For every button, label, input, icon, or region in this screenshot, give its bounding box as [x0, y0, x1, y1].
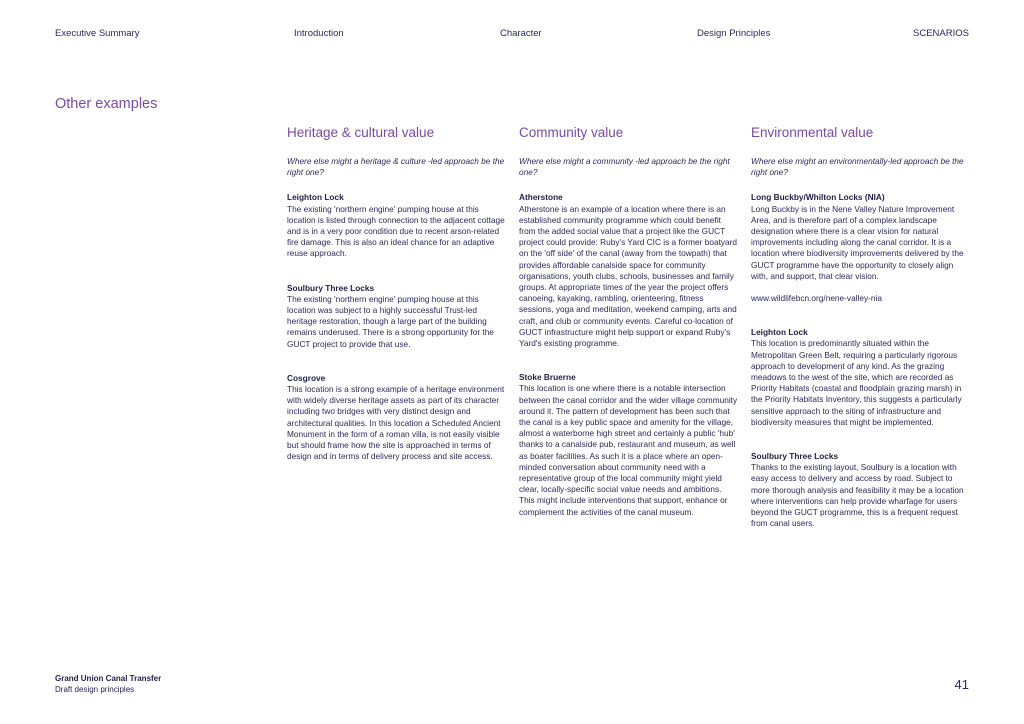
column-heading: Community value [519, 125, 624, 140]
example-entry [287, 192, 507, 259]
example-entry [751, 327, 971, 428]
footer-project-title: Grand Union Canal Transfer [55, 674, 162, 683]
example-entry [519, 372, 739, 518]
column-intro: Where else might a heritage & culture -led approach be the right one? [287, 156, 505, 178]
community-column [519, 124, 739, 541]
column-intro: Where else might an environmentally-led approach be the right one? [751, 156, 964, 178]
document-footer [55, 674, 161, 695]
example-entry [287, 373, 507, 463]
nav-character[interactable]: Character [500, 28, 542, 39]
nav-introduction[interactable]: Introduction [294, 28, 344, 39]
example-entry [751, 451, 971, 529]
entry-body: The existing 'northern engine' pumping house at this location was subject to a highly successful Trust-led heritage restoration, though a large part of the building remains underused. There is a strong opportunity for the GUCT project to provide that use. [287, 293, 494, 349]
entry-body: Thanks to the existing layout, Soulbury is a location with easy access to delivery and access by road. Subject to more thorough analysis and feasibility it may be a location where interventions can help provide wharfage for users beyond the GUCT programme, this is a frequent request from canal users. [751, 462, 964, 529]
section-title: Other examples [55, 96, 158, 112]
entry-title: Leighton Lock [751, 327, 808, 338]
page-number: 41 [954, 677, 969, 692]
column-intro: Where else might a community -led approach be the right one? [519, 156, 730, 178]
entry-body: This location is one where there is a notable intersection between the canal corridor and the wider village community around it. The pattern of development has been such that the canal is a key public space and amenity for the village, almost a waterborne high street and certainly a public 'hub' thanks to a canalside pub, restaurant and museum, as well as boater facilities. As such it is a place where an open-minded conversation about community need with a representative group of the local community might yield clear, locally-specific social value needs and ambitions. This might include interventions that support, enhance or complement the activities of the canal museum. [519, 383, 738, 517]
entry-body: Atherstone is an example of a location where there is an established community programme which could benefit from the added social value that a project like the GUCT project could provide: Ruby's Yard CIC is a former boatyard on the 'off side' of the canal (away from the towpath) that provides affordable canalside space for community organisations, youth clubs, schools, businesses and family groups. At appropriate times of the year the project offers canoeing, kayaking, rambling, orienteering, fitness sessions, yoga and meditation, weekend camping, arts and craft, and club or community events. Careful co-location of GUCT infrastructure might help support or expand Ruby's Yard's existing programme. [519, 203, 738, 349]
column-heading: Heritage & cultural value [287, 125, 435, 140]
nav-design-principles[interactable]: Design Principles [697, 28, 771, 39]
entry-body: The existing 'northern engine' pumping house at this location is listed through connection to the adjacent cottage and is in a very poor condition due to recent arson-related fire damage. This is also an ideal chance for an adaptive reuse approach. [287, 203, 505, 259]
top-navigation [0, 28, 1024, 42]
column-heading: Environmental value [751, 125, 874, 140]
nav-scenarios[interactable]: SCENARIOS [913, 28, 969, 39]
entry-title: Stoke Bruerne [519, 372, 576, 383]
entry-body: This location is a strong example of a heritage environment with widely diverse heritage assets as part of its character including two bridges with very distinct design and architectural qualities. In this location a Scheduled Ancient Monument in the form of a roman villa, is not easily visible but should frame how the site is approached in terms of design and in terms of delivery process and site access. [287, 384, 505, 462]
entry-title: Soulbury Three Locks [287, 282, 375, 293]
entry-title: Long Buckby/Whilton Locks (NIA) [751, 192, 885, 203]
nav-executive-summary[interactable]: Executive Summary [55, 28, 140, 39]
entry-body: This location is predominantly situated within the Metropolitan Green Belt, requiring a particularly rigorous approach to development of any kind. As the grazing meadows to the west of the site, which are recorded as Priority Habitats (coastal and floodplain grazing marsh) in the Priority Habitats Inventory, this suggests a particularly sensitive approach to the siting of infrastructure and biodiversity measures that might be implemented. [751, 338, 962, 427]
example-entry [287, 283, 507, 350]
example-entry [519, 192, 739, 349]
heritage-column [287, 124, 507, 485]
entry-title: Soulbury Three Locks [751, 451, 839, 462]
environmental-column [751, 124, 971, 552]
entry-title: Leighton Lock [287, 192, 344, 203]
entry-title: Cosgrove [287, 372, 326, 383]
footer-subtitle: Draft design principles [55, 684, 135, 694]
example-entry [751, 192, 971, 304]
entry-body: Long Buckby is in the Nene Valley Nature Improvement Area, and is therefore part of a complex landscape designation where there is a clear vision for natural improvements including along the canal corridor. It is a location where biodiversity improvements delivered by the GUCT programme have the opportunity to closely align with, and support, that clear vision. [751, 203, 964, 281]
nia-link[interactable]: www.wildlifebcn.org/nene-valley-nia [751, 293, 882, 304]
entry-title: Atherstone [519, 192, 563, 203]
